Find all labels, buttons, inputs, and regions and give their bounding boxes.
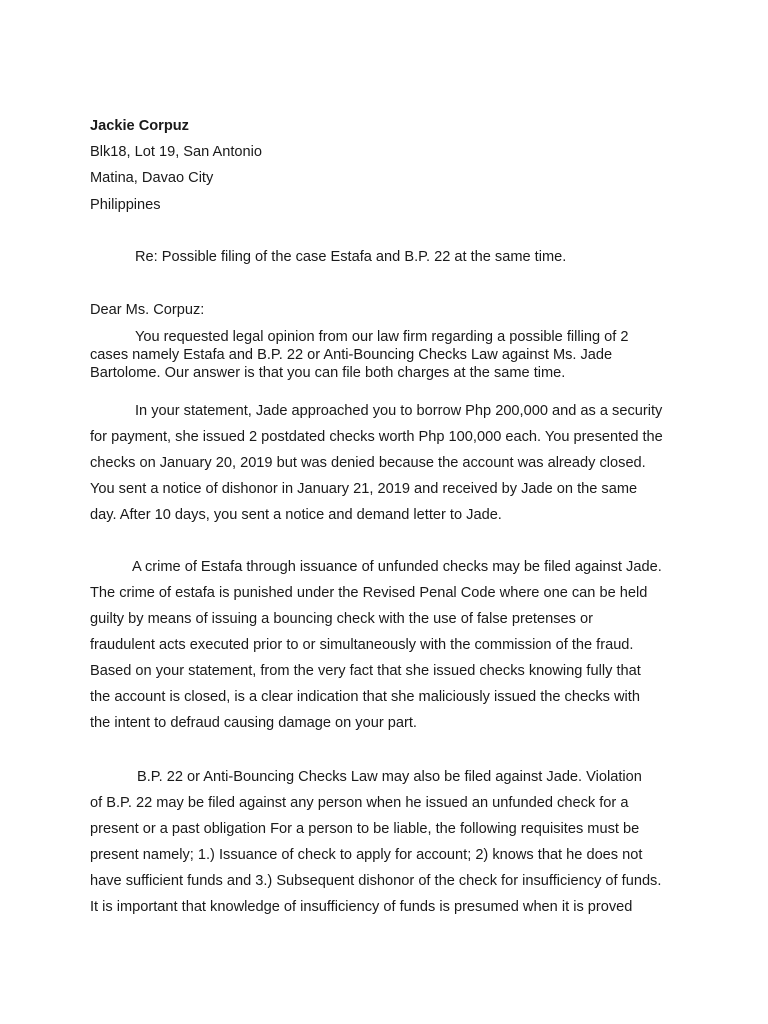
paragraph-line: present namely; 1.) Issuance of check to apply for account; 2) knows that he does not	[90, 847, 643, 863]
sender-address-line: Matina, Davao City	[90, 170, 214, 186]
paragraph-estafa	[90, 554, 690, 736]
paragraph-line: B.P. 22 or Anti-Bouncing Checks Law may also be filed against Jade. Violation	[137, 769, 642, 785]
paragraph-line: You sent a notice of dishonor in January 21, 2019 and received by Jade on the same	[90, 481, 638, 497]
paragraph-line: In your statement, Jade approached you to borrow Php 200,000 and as a security	[135, 403, 663, 419]
paragraph-statement	[90, 398, 690, 528]
paragraph-line: checks on January 20, 2019 but was denied because the account was already closed.	[90, 455, 646, 471]
paragraph-line: The crime of estafa is punished under the Revised Penal Code where one can be held	[90, 585, 648, 601]
paragraph-bp22	[90, 764, 690, 920]
paragraph-line: the account is closed, is a clear indication that she maliciously issued the checks with	[90, 689, 640, 705]
salutation: Dear Ms. Corpuz:	[90, 302, 205, 318]
sender-address-line: Blk18, Lot 19, San Antonio	[90, 144, 263, 160]
paragraph-line: have sufficient funds and 3.) Subsequent dishonor of the check for insufficiency of funds.	[90, 873, 662, 889]
subject-line: Re: Possible filing of the case Estafa and B.P. 22 at the same time.	[135, 249, 567, 265]
paragraph-line: of B.P. 22 may be filed against any person when he issued an unfunded check for a	[90, 795, 629, 811]
paragraph-line: cases namely Estafa and B.P. 22 or Anti-Bouncing Checks Law against Ms. Jade	[90, 347, 613, 363]
paragraph-line: Bartolome. Our answer is that you can file both charges at the same time.	[90, 365, 566, 381]
paragraph-line: fraudulent acts executed prior to or simultaneously with the commission of the fraud.	[90, 637, 634, 653]
paragraph-line: A crime of Estafa through issuance of unfunded checks may be filed against Jade.	[132, 559, 662, 575]
paragraph-line: day. After 10 days, you sent a notice and demand letter to Jade.	[90, 507, 502, 523]
paragraph-line: You requested legal opinion from our law firm regarding a possible filling of 2	[135, 329, 629, 345]
paragraph-line: present or a past obligation For a person to be liable, the following requisites must be	[90, 821, 640, 837]
sender-address-line: Philippines	[90, 197, 161, 213]
paragraph-line: It is important that knowledge of insufficiency of funds is presumed when it is proved	[90, 899, 633, 915]
paragraph-request	[90, 328, 690, 382]
paragraph-line: guilty by means of issuing a bouncing check with the use of false pretenses or	[90, 611, 593, 627]
paragraph-line: for payment, she issued 2 postdated checks worth Php 100,000 each. You presented the	[90, 429, 663, 445]
paragraph-line: the intent to defraud causing damage on your part.	[90, 715, 417, 731]
paragraph-line: Based on your statement, from the very fact that she issued checks knowing fully that	[90, 663, 641, 679]
sender-name: Jackie Corpuz	[90, 118, 189, 134]
